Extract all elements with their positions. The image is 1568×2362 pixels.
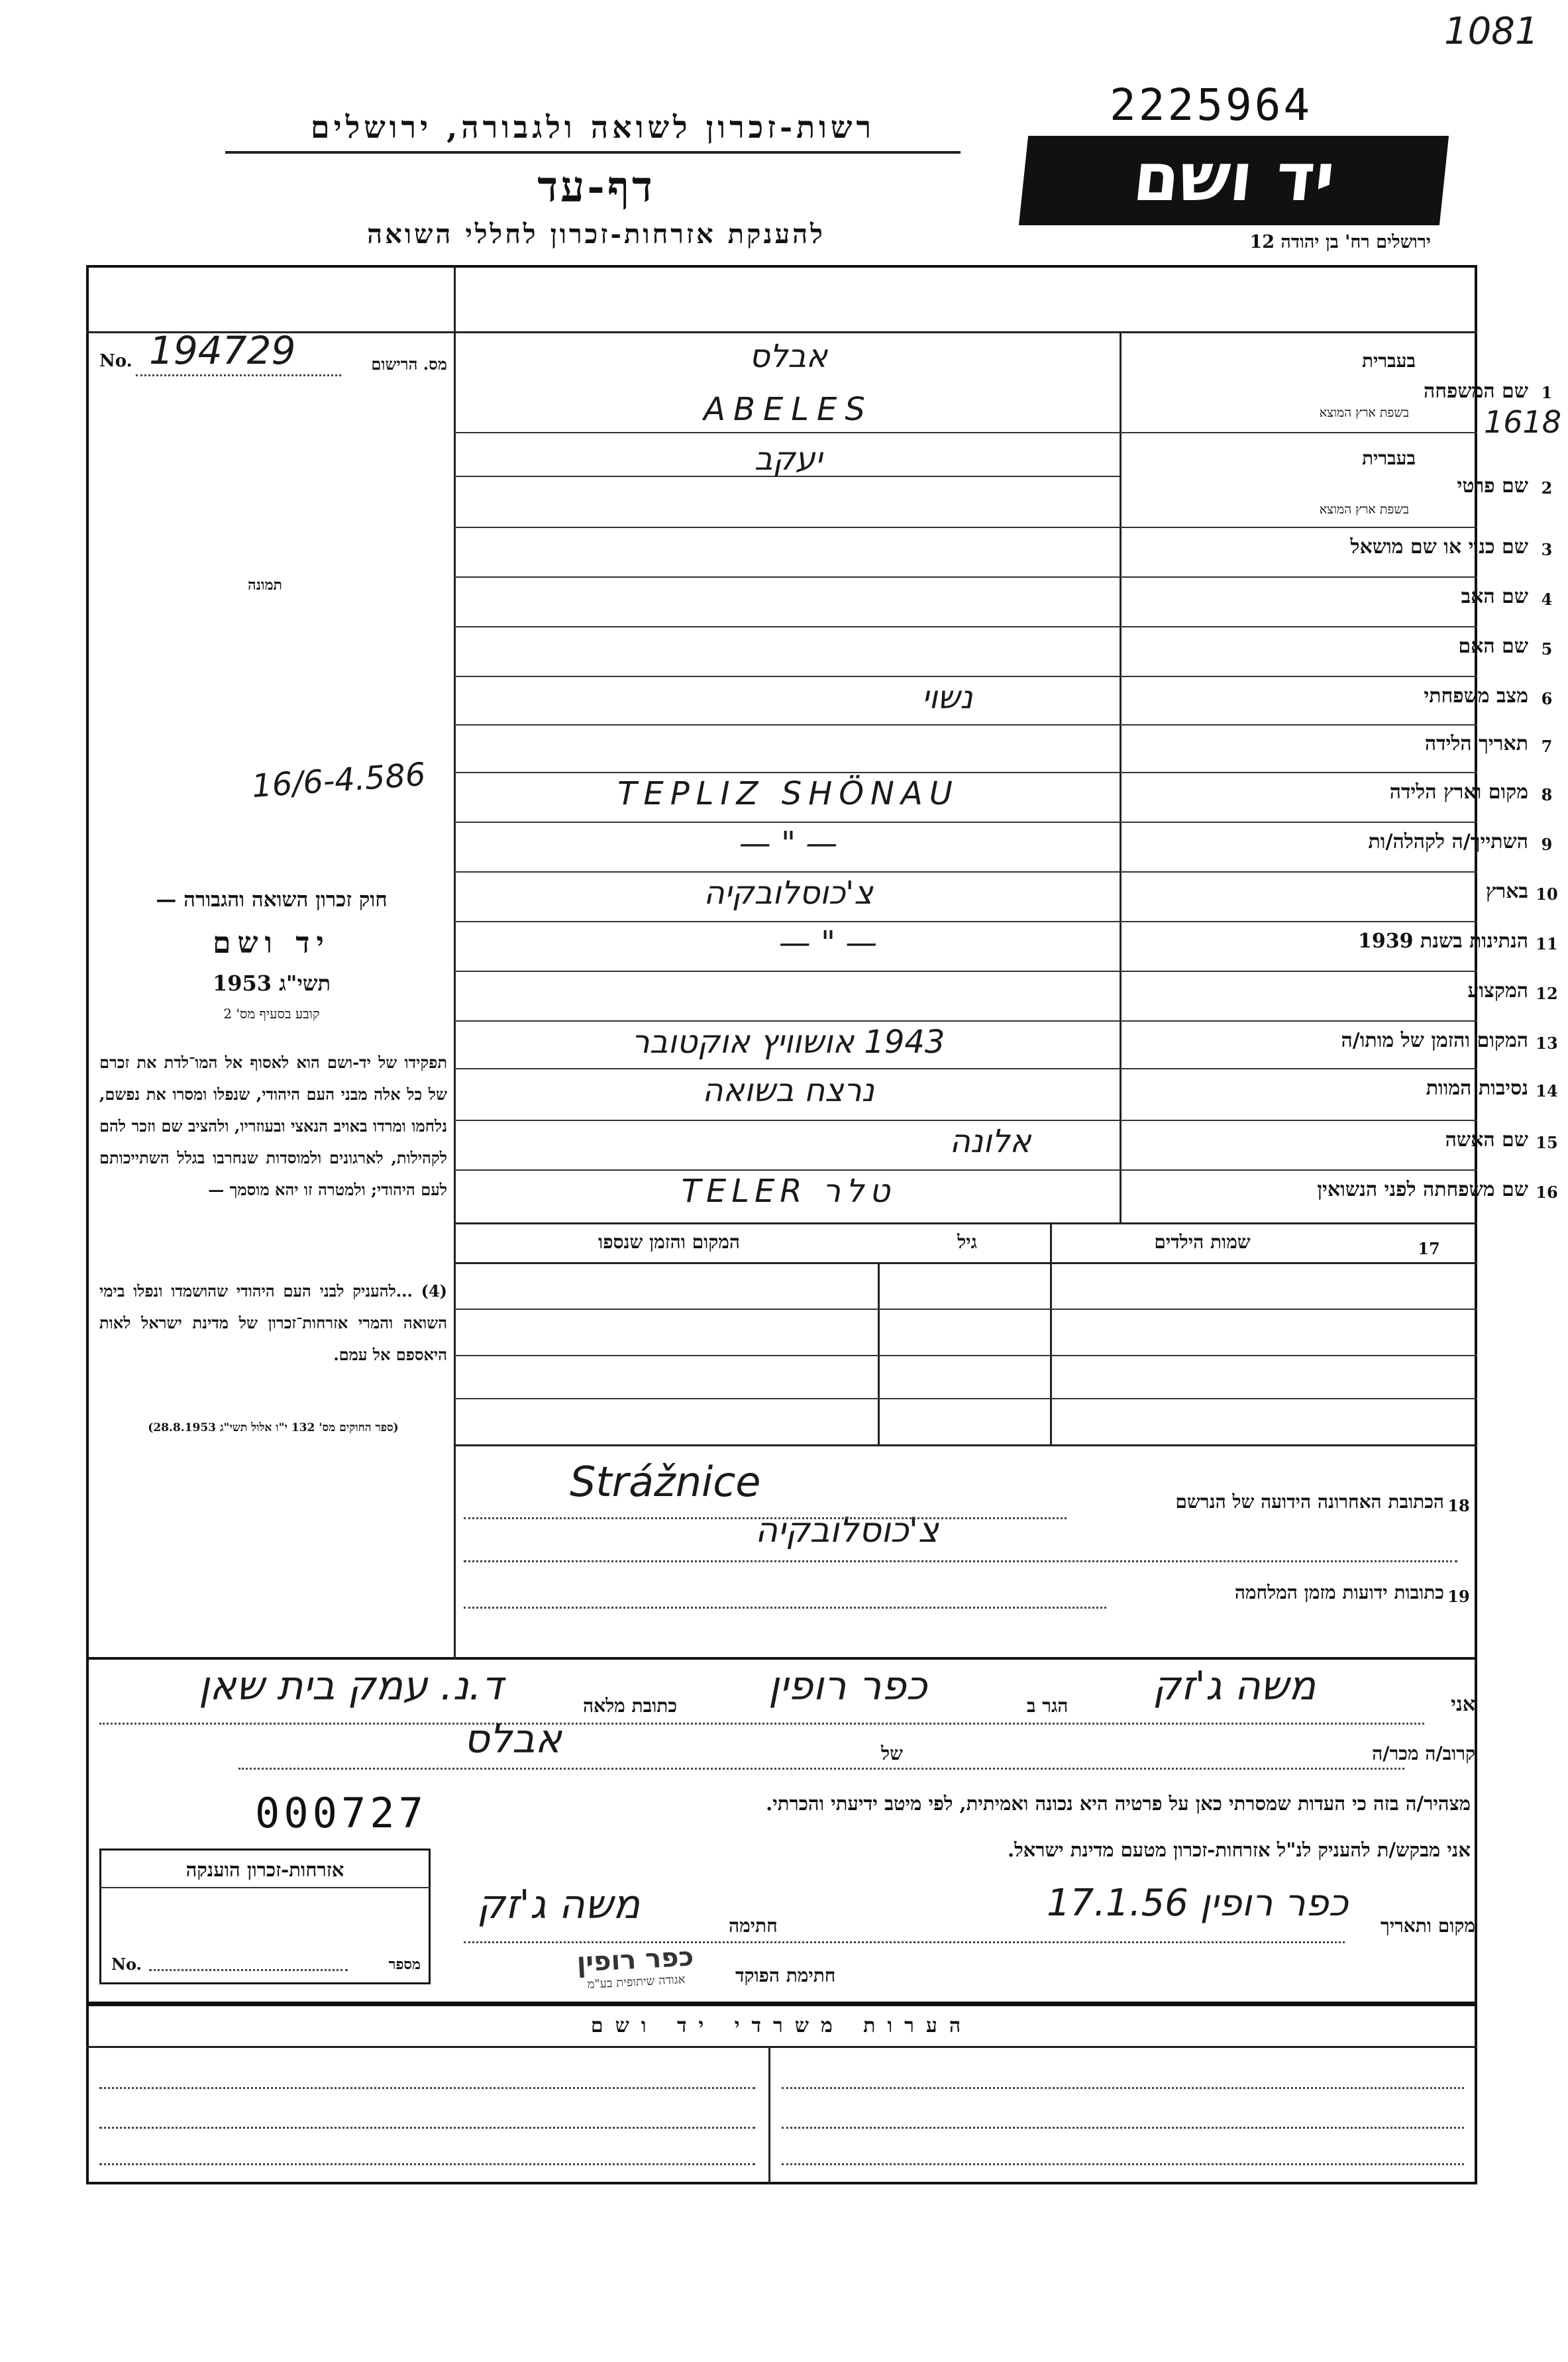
label-column-divider	[1120, 331, 1122, 1222]
field-2-note: בעברית	[1361, 447, 1416, 469]
yad-vashem-logo	[1019, 136, 1449, 225]
field-15-value: אלונה	[949, 1123, 1031, 1160]
decl-shel: של	[881, 1743, 903, 1764]
children-col-divider	[1050, 1222, 1052, 1444]
field-2-sub: בשפת ארץ המוצא	[1319, 502, 1409, 517]
field-15-num: 15	[1536, 1133, 1558, 1152]
decl-line-2	[238, 1768, 1404, 1770]
corner-number: 1081	[1444, 10, 1539, 53]
decl-line-3	[464, 1941, 1345, 1943]
field-14-label: נסיבות המוות	[1426, 1077, 1528, 1100]
stamp-text: כפר רופין	[576, 1941, 695, 1978]
children-bottom-line	[454, 1444, 1477, 1446]
form-title: דף-עד	[537, 162, 655, 212]
field-19-label: כתובות ידועות מזמן המלחמה	[1234, 1582, 1444, 1603]
decl-relation-label: קרוב/ה מכר/ה	[1372, 1743, 1475, 1764]
remarks-title: הערות משרדי יד ושם	[590, 2014, 973, 2037]
row-sep	[454, 432, 1477, 433]
authority-name: רשות-זכרון לשואה ולגבורה, ירושלים	[310, 109, 876, 145]
field-16-value: TELER טלר	[681, 1173, 896, 1210]
field-10-num: 10	[1536, 885, 1558, 904]
row-sep	[454, 724, 1477, 725]
field-10-value: צ'כוסלובקיה	[704, 875, 873, 912]
law-name: יד ושם	[213, 926, 331, 960]
field-11-value: — " —	[778, 924, 878, 961]
field-13-num: 13	[1536, 1034, 1558, 1053]
cert-title-line	[99, 1887, 431, 1888]
field-14-num: 14	[1536, 1081, 1558, 1100]
field-19-line	[464, 1607, 1106, 1609]
field-8-label: מקום וארץ הלידה	[1389, 780, 1528, 804]
remarks-divider	[768, 2046, 770, 2184]
decl-place-date-label: מקום ותאריך	[1380, 1915, 1475, 1937]
kibbutz-stamp	[529, 1939, 743, 2010]
serial-number: 2225964	[1110, 80, 1313, 131]
row-sep	[454, 626, 1477, 627]
field-13-value: 1943 אושוויץ אוקטובר	[631, 1024, 945, 1061]
decl-line-1	[99, 1723, 1424, 1725]
children-header-line	[454, 1262, 1477, 1264]
decl-addr-label: כתובת מלאה	[583, 1695, 678, 1717]
cert-no-line	[149, 1969, 348, 1971]
field-4-label: שם האב	[1461, 585, 1528, 608]
reg-no-prefix: No.	[99, 351, 132, 371]
field-16-num: 16	[1536, 1183, 1558, 1202]
field-1-num: 1	[1541, 383, 1553, 402]
children-col-age: גיל	[957, 1231, 977, 1253]
law-title: חוק זכרון השואה והגבורה —	[156, 888, 388, 912]
field-18-num: 18	[1447, 1496, 1470, 1515]
row-sep	[454, 921, 1477, 922]
law-year: תשי"ג 1953	[213, 971, 331, 996]
decl-signature-label: חתימה	[729, 1915, 778, 1937]
law-text-1: תפקידו של יד-ושם הוא לאסוף אל המו־לדת את זכרם של כל אלה מבני העם היהודי, שנפלו ומסרו את נפשם, נלחמו ומרדו באויב הנאצי ובעוזריו, ולהציב שם וזכר להם לקהילות, לארגונים ולמוסדות שנחרבו בגלל השתייכותם לעם היהודי; ולמטרה זו יהא מוסמך —	[99, 1053, 447, 1199]
row-sep	[454, 1169, 1477, 1171]
field-3-num: 3	[1541, 540, 1553, 559]
field-7-label: תאריך הלידה	[1424, 732, 1528, 755]
field-10-label: בארץ	[1485, 880, 1528, 903]
row-sep	[454, 527, 1477, 528]
row-sep	[454, 971, 1477, 972]
field-18-line-2	[464, 1560, 1457, 1562]
field-2-num: 2	[1541, 478, 1553, 498]
field-6-num: 6	[1541, 689, 1553, 708]
field-18-label: הכתובת האחרונה הידועה של הנרשם	[1175, 1491, 1444, 1513]
field-5-num: 5	[1541, 639, 1553, 659]
field-18-value-latin: Strážnice	[570, 1458, 761, 1506]
remarks-line	[782, 2087, 1464, 2089]
field-18-line	[464, 1517, 1067, 1519]
row-sep	[454, 676, 1477, 677]
children-row-line	[454, 1309, 1477, 1310]
field-6-label: מצב משפחתי	[1424, 684, 1528, 708]
date-stamp: 16/6-4.586	[250, 755, 427, 806]
field-12-num: 12	[1536, 984, 1558, 1003]
decl-shel-value: אבלס	[464, 1716, 562, 1762]
decl-statement: מצהיר/ה בזה כי העדות שמסרתי כאן על פרטיה היא נכונה ואמיתית, לפי מיטב ידיעתי והכרתי.	[766, 1792, 1471, 1815]
row-sep	[454, 1120, 1477, 1121]
decl-official-sig-label: חתימת הפוקד	[735, 1964, 836, 1986]
field-1-sub: בשפת ארץ המוצא	[1319, 405, 1409, 420]
authority-underline	[225, 151, 961, 154]
children-num: 17	[1418, 1239, 1440, 1258]
field-13-label: המקום והזמן של מותו/ה	[1341, 1029, 1528, 1052]
field-9-num: 9	[1541, 835, 1553, 854]
field-2-label: שם פרטי	[1457, 474, 1528, 498]
reg-no-label: מס. הרישום	[371, 354, 447, 374]
side-note: 1618	[1484, 404, 1562, 440]
decl-place: כפר רופין	[768, 1663, 927, 1709]
children-col-place: המקום והזמן שנספו	[598, 1231, 740, 1253]
row-sep	[454, 576, 1477, 578]
logo-text: יד ושם	[1129, 138, 1339, 216]
law-text-2: (4) ...להעניק לבני העם היהודי שהושמדו ונפלו בימי השואה והמרי אזרחות־זכרון של מדינת ישראל לאות היאספם אל עמם.	[99, 1281, 447, 1364]
field-9-value: — " —	[739, 825, 838, 862]
field-15-label: שם האשה	[1445, 1128, 1528, 1152]
row-sep	[454, 772, 1477, 773]
field-4-num: 4	[1541, 590, 1553, 609]
children-row-line	[454, 1355, 1477, 1356]
children-col-names: שמות הילדים	[1154, 1231, 1251, 1253]
children-row-line	[454, 1398, 1477, 1399]
decl-request: אני מבקש/ת להעניק לנ"ל אזרחות-זכרון מטעם מדינת ישראל.	[1007, 1839, 1471, 1861]
remarks-title-line	[86, 2046, 1477, 2048]
cert-number: 000727	[255, 1789, 427, 1837]
row-sep	[454, 1222, 1477, 1224]
field-12-label: המקצוע	[1467, 979, 1528, 1002]
remarks-line	[99, 2087, 755, 2089]
children-col-divider	[878, 1262, 880, 1444]
remarks-line	[99, 2127, 755, 2129]
row-sep	[454, 822, 1477, 823]
row-sep	[454, 871, 1477, 873]
left-panel-divider	[454, 265, 456, 1660]
logo-address: ירושלים רח' בן יהודה 12	[1249, 232, 1431, 252]
field-19-num: 19	[1447, 1587, 1470, 1606]
field-16-label: שם משפחתה לפני הנשואין	[1317, 1178, 1528, 1201]
decl-ani: אני	[1451, 1693, 1475, 1716]
cert-title: אזרחות-זכרון הוענקה	[185, 1858, 344, 1881]
field-9-label: השתייך/ה לקהלה/ות	[1368, 830, 1528, 853]
decl-hagar: הגר ב	[1027, 1695, 1069, 1717]
reg-no-line	[136, 374, 341, 376]
field-11-num: 11	[1536, 934, 1558, 953]
decl-signature: משה ג'זק	[477, 1882, 641, 1928]
field-1-value-latin: ABELES	[704, 391, 873, 428]
field-6-value: נשוי	[921, 679, 973, 716]
field-3-label: שם כנוי או שם מושאל	[1350, 535, 1528, 559]
reg-no-value: 194729	[149, 328, 296, 373]
field-1-note: בעברית	[1361, 350, 1416, 372]
cert-mispar: מספר	[388, 1956, 421, 1973]
law-section: קובע בסעיף מס' 2	[223, 1006, 320, 1022]
remarks-line	[99, 2163, 755, 2165]
decl-place-date-value: כפר רופין 17.1.56	[1047, 1882, 1349, 1925]
field-8-value: TEPLIZ SHÖNAU	[617, 775, 959, 812]
field-18-value-hebrew: צ'כוסלובקיה	[755, 1511, 939, 1550]
field-8-num: 8	[1541, 785, 1553, 804]
field-14-value: נרצח בשואה	[702, 1072, 874, 1109]
form-subtitle: להענקת אזרחות-זכרון לחללי השואה	[367, 219, 825, 250]
cert-no-label: No.	[111, 1955, 142, 1974]
remarks-line	[782, 2163, 1464, 2165]
decl-addr-value: ד.נ. עמק בית שאן	[199, 1663, 503, 1709]
remarks-line	[782, 2127, 1464, 2129]
law-reference: (ספר החוקים מס' 132 י"ו אלול תשי"ג 28.8.1953)	[148, 1421, 399, 1434]
decl-name: משה ג'זק	[1153, 1663, 1316, 1709]
stamp-sub: אגודה שיתופית בע"מ	[587, 1972, 686, 1992]
field-2-value: יעקב	[754, 441, 823, 478]
field-5-label: שם האם	[1458, 635, 1528, 658]
field-1-value-hebrew: אבלס	[749, 338, 828, 375]
field-1-label: שם המשפחה	[1423, 380, 1528, 403]
field-7-num: 7	[1541, 737, 1553, 756]
row-sep	[454, 1068, 1477, 1069]
photo-label: תמונה	[248, 576, 282, 594]
row-sep	[454, 1020, 1477, 1022]
field-11-label: הנתינות בשנת 1939	[1357, 930, 1528, 953]
